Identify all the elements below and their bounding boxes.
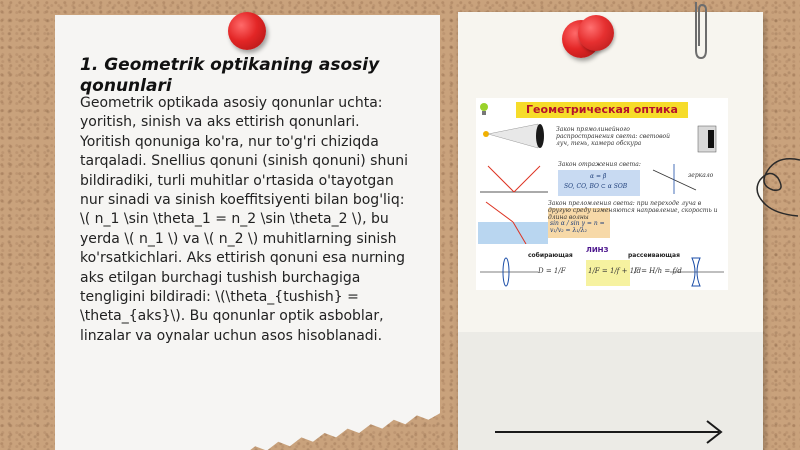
optics-poster-image bbox=[476, 98, 728, 290]
arrow-right-icon bbox=[493, 418, 725, 446]
slide-title: 1. Geometrik optikaning asosiy qonunlari bbox=[80, 55, 380, 96]
law-reflection-text: Закон отражения света: bbox=[558, 161, 641, 168]
thumbtack-icon bbox=[578, 15, 614, 51]
formula-refraction: sin α / sin γ = n = v₁/v₂ = λ₁/λ₂ bbox=[550, 220, 605, 234]
string-decoration bbox=[748, 150, 800, 220]
lens-label: ЛИНЗ bbox=[586, 246, 609, 254]
poster-row-refraction bbox=[478, 200, 726, 244]
formula-reflection-2: SO, CO, BO ⊂ α SOB bbox=[564, 183, 628, 190]
formula-lens-power: D = 1/F bbox=[538, 267, 566, 275]
law-straight-text: Закон прямолинейного распространения света: световой луч, тень, камера обскура bbox=[556, 126, 671, 147]
poster-row-straight-propagation bbox=[478, 122, 726, 160]
mirror-label: зеркало bbox=[688, 172, 714, 179]
law-refraction-text: Закон преломления света: при переходе луча в другую среду изменяются направление, скорость и длина волны bbox=[548, 200, 718, 221]
poster-row-lenses bbox=[478, 246, 726, 290]
poster-row-reflection bbox=[478, 160, 726, 198]
paperclip-icon bbox=[688, 0, 712, 62]
slide-body-text: Geometrik optikada asosiy qonunlar uchta: yoritish, sinish va aks ettirish qonunlari. Yoritish qonuniga ko'ra, nur to'g'ri chiziqda tarqaladi. Snellius qonuni (sinish qonuni) shuni bildiradiki, turli muhitlar o'rtasida o'tayotgan nur sinadi va sinish koeffitsiyenti bilan bog'liq: \( n_1 \sin \theta_1 = n_2 \sin \theta_2 \), bu yerda \( n_1 \) va \( n_2 \) muhitlarning sinish ko'rsatkichlari. Aks ettirish qonuni esa nurning aks etilgan burchagi tushish burchagiga tengligini bildiradi: \(\theta_{tushish} = \theta_{aks}\). Bu qonunlar optik asboblar, linzalar va oynalar uchun asos hisoblanadi. bbox=[80, 95, 408, 344]
formula-magnification: Γ = H/h = f/d bbox=[634, 267, 682, 275]
thumbtack-icon bbox=[228, 12, 266, 50]
converging-label: собирающая bbox=[528, 252, 573, 259]
formula-reflection: α = β bbox=[590, 173, 607, 180]
diverging-label: рассеивающая bbox=[628, 252, 680, 259]
formula-lens: 1/F = 1/f + 1/d bbox=[588, 267, 641, 275]
poster-title: Геометрическая оптика bbox=[516, 102, 688, 118]
bulb-icon bbox=[479, 102, 489, 116]
